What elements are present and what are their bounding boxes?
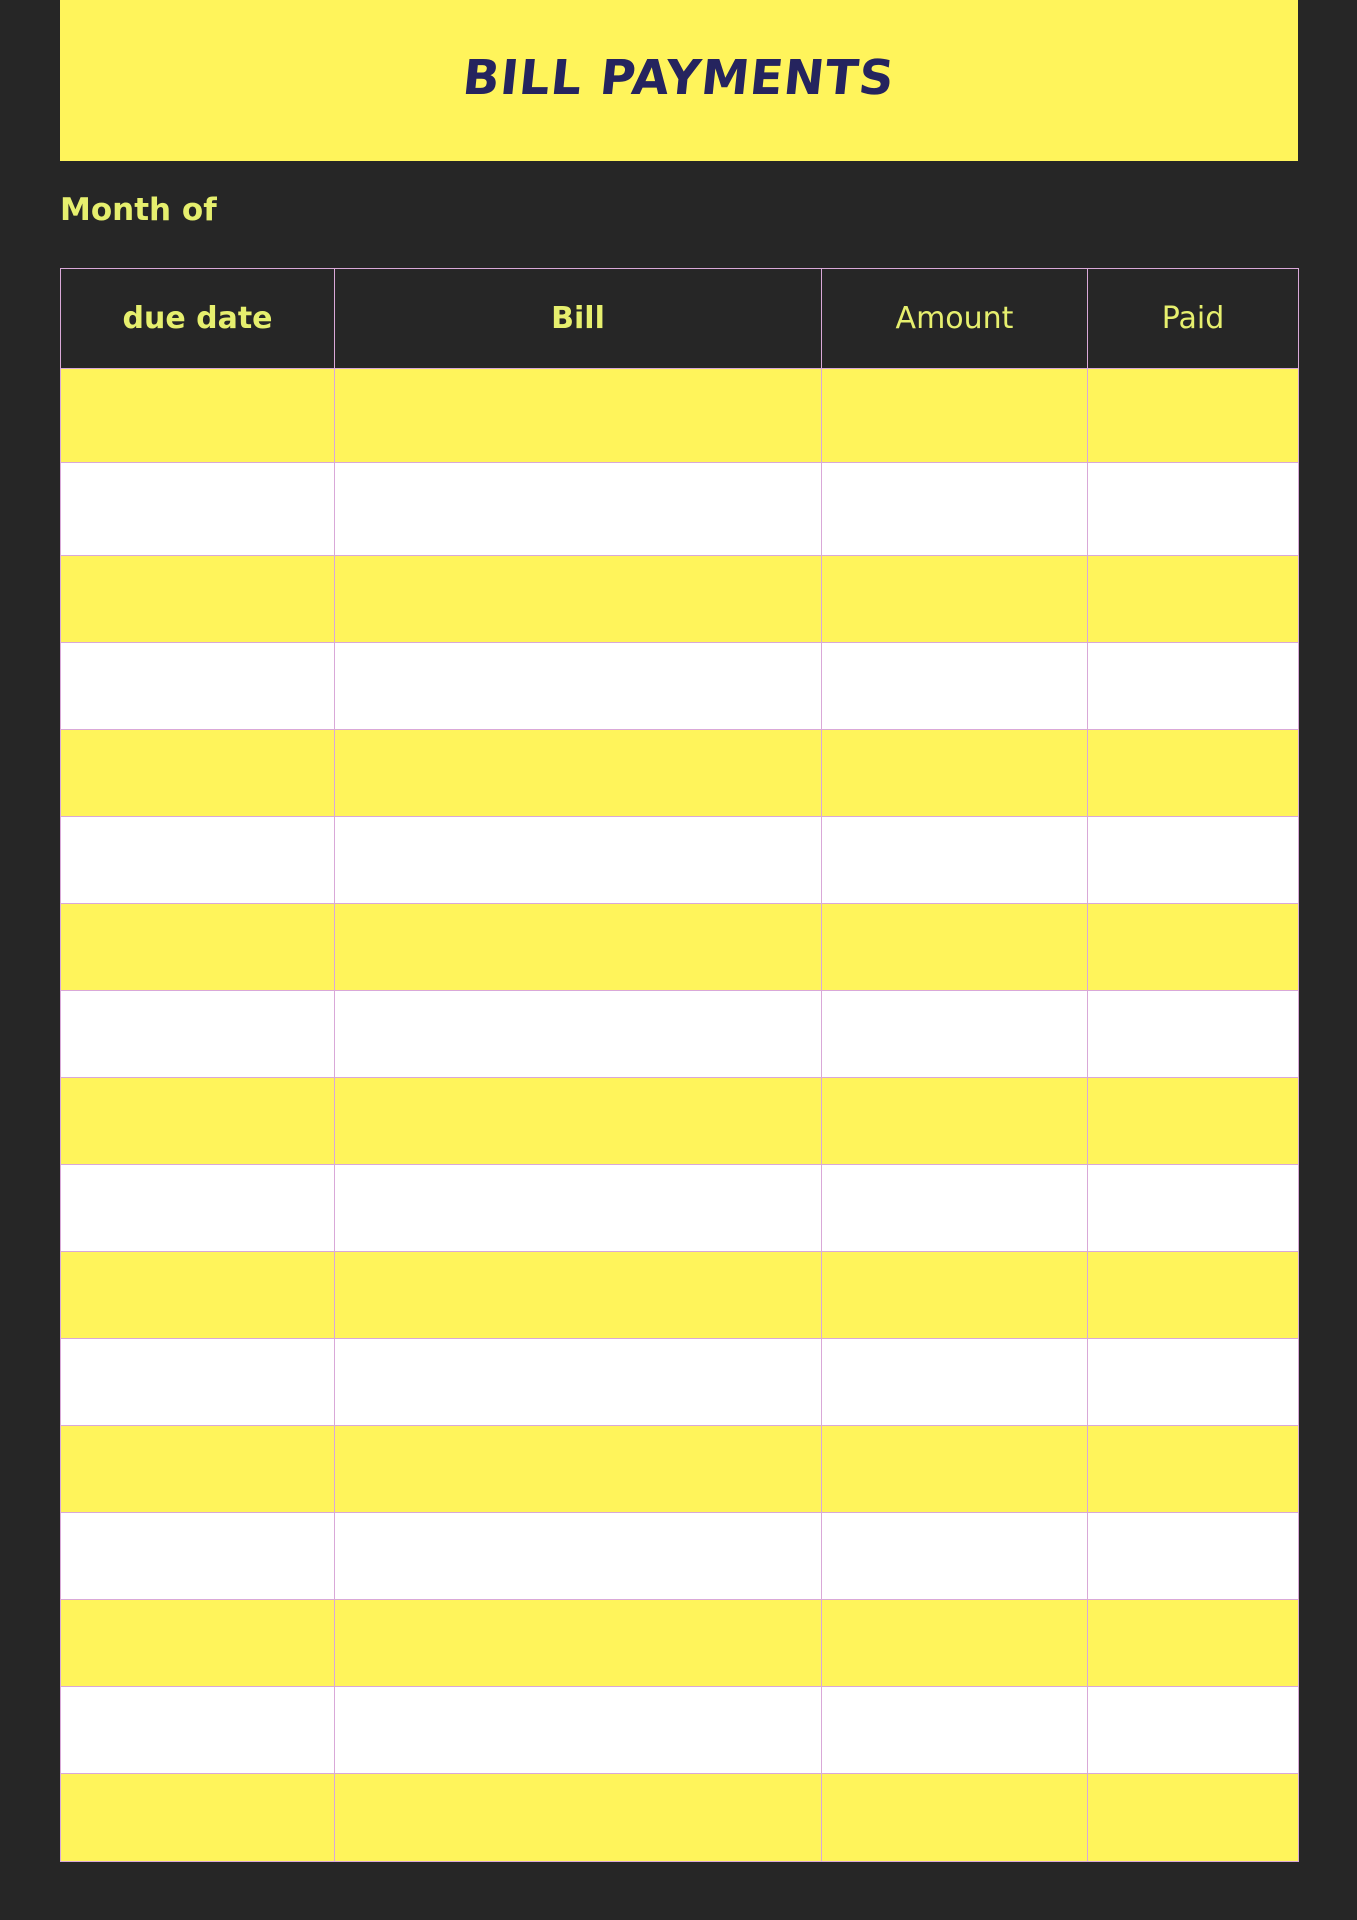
- cell-paid[interactable]: [1088, 1774, 1299, 1862]
- cell-amount[interactable]: [822, 1252, 1088, 1339]
- cell-paid[interactable]: [1088, 1339, 1299, 1426]
- cell-amount[interactable]: [822, 556, 1088, 643]
- cell-due-date[interactable]: [61, 991, 335, 1078]
- cell-amount[interactable]: [822, 1687, 1088, 1774]
- cell-paid[interactable]: [1088, 991, 1299, 1078]
- table-row: [61, 1165, 1299, 1252]
- cell-bill[interactable]: [335, 1687, 822, 1774]
- cell-bill[interactable]: [335, 643, 822, 730]
- cell-paid[interactable]: [1088, 817, 1299, 904]
- month-label: Month of: [60, 192, 217, 228]
- cell-paid[interactable]: [1088, 369, 1299, 463]
- cell-bill[interactable]: [335, 1774, 822, 1862]
- table-row: [61, 1339, 1299, 1426]
- cell-due-date[interactable]: [61, 904, 335, 991]
- cell-paid[interactable]: [1088, 463, 1299, 556]
- table-row: [61, 643, 1299, 730]
- cell-bill[interactable]: [335, 1339, 822, 1426]
- cell-amount[interactable]: [822, 1078, 1088, 1165]
- table-body: [61, 369, 1299, 1862]
- cell-bill[interactable]: [335, 1426, 822, 1513]
- cell-amount[interactable]: [822, 817, 1088, 904]
- header-paid: Paid: [1088, 269, 1299, 369]
- title-banner: [60, 0, 1298, 161]
- cell-due-date[interactable]: [61, 1600, 335, 1687]
- table-row: [61, 1687, 1299, 1774]
- cell-amount[interactable]: [822, 1165, 1088, 1252]
- cell-due-date[interactable]: [61, 1513, 335, 1600]
- cell-paid[interactable]: [1088, 1165, 1299, 1252]
- cell-due-date[interactable]: [61, 556, 335, 643]
- table-row: [61, 556, 1299, 643]
- cell-paid[interactable]: [1088, 556, 1299, 643]
- cell-amount[interactable]: [822, 991, 1088, 1078]
- cell-bill[interactable]: [335, 730, 822, 817]
- cell-due-date[interactable]: [61, 1426, 335, 1513]
- cell-amount[interactable]: [822, 904, 1088, 991]
- cell-due-date[interactable]: [61, 643, 335, 730]
- cell-amount[interactable]: [822, 1339, 1088, 1426]
- cell-paid[interactable]: [1088, 1513, 1299, 1600]
- cell-due-date[interactable]: [61, 1339, 335, 1426]
- cell-paid[interactable]: [1088, 1078, 1299, 1165]
- cell-due-date[interactable]: [61, 817, 335, 904]
- cell-bill[interactable]: [335, 904, 822, 991]
- cell-amount[interactable]: [822, 463, 1088, 556]
- header-due-date: due date: [61, 269, 335, 369]
- cell-amount[interactable]: [822, 369, 1088, 463]
- cell-amount[interactable]: [822, 730, 1088, 817]
- cell-due-date[interactable]: [61, 1078, 335, 1165]
- cell-bill[interactable]: [335, 1165, 822, 1252]
- cell-paid[interactable]: [1088, 904, 1299, 991]
- cell-amount[interactable]: [822, 643, 1088, 730]
- table-row: [61, 1600, 1299, 1687]
- cell-bill[interactable]: [335, 1600, 822, 1687]
- cell-paid[interactable]: [1088, 1252, 1299, 1339]
- table-header-row: [61, 269, 1299, 369]
- header-bill: Bill: [335, 269, 822, 369]
- cell-bill[interactable]: [335, 1252, 822, 1339]
- table-row: [61, 463, 1299, 556]
- cell-bill[interactable]: [335, 463, 822, 556]
- table-row: [61, 817, 1299, 904]
- cell-paid[interactable]: [1088, 1426, 1299, 1513]
- cell-bill[interactable]: [335, 1513, 822, 1600]
- cell-due-date[interactable]: [61, 730, 335, 817]
- cell-due-date[interactable]: [61, 463, 335, 556]
- cell-amount[interactable]: [822, 1513, 1088, 1600]
- cell-amount[interactable]: [822, 1426, 1088, 1513]
- cell-amount[interactable]: [822, 1600, 1088, 1687]
- cell-due-date[interactable]: [61, 1687, 335, 1774]
- cell-bill[interactable]: [335, 991, 822, 1078]
- cell-paid[interactable]: [1088, 1687, 1299, 1774]
- table-row: [61, 1078, 1299, 1165]
- cell-bill[interactable]: [335, 369, 822, 463]
- page-title: BILL PAYMENTS: [460, 49, 898, 106]
- table-row: [61, 1252, 1299, 1339]
- cell-due-date[interactable]: [61, 1774, 335, 1862]
- header-amount: Amount: [822, 269, 1088, 369]
- table-row: [61, 730, 1299, 817]
- table-row: [61, 1426, 1299, 1513]
- table-row: [61, 991, 1299, 1078]
- bill-payments-table: [60, 268, 1299, 1862]
- cell-bill[interactable]: [335, 556, 822, 643]
- cell-amount[interactable]: [822, 1774, 1088, 1862]
- cell-due-date[interactable]: [61, 369, 335, 463]
- table-row: [61, 1513, 1299, 1600]
- cell-due-date[interactable]: [61, 1165, 335, 1252]
- table-row: [61, 1774, 1299, 1862]
- cell-bill[interactable]: [335, 1078, 822, 1165]
- cell-paid[interactable]: [1088, 643, 1299, 730]
- cell-due-date[interactable]: [61, 1252, 335, 1339]
- table-row: [61, 369, 1299, 463]
- cell-paid[interactable]: [1088, 1600, 1299, 1687]
- cell-paid[interactable]: [1088, 730, 1299, 817]
- table-row: [61, 904, 1299, 991]
- cell-bill[interactable]: [335, 817, 822, 904]
